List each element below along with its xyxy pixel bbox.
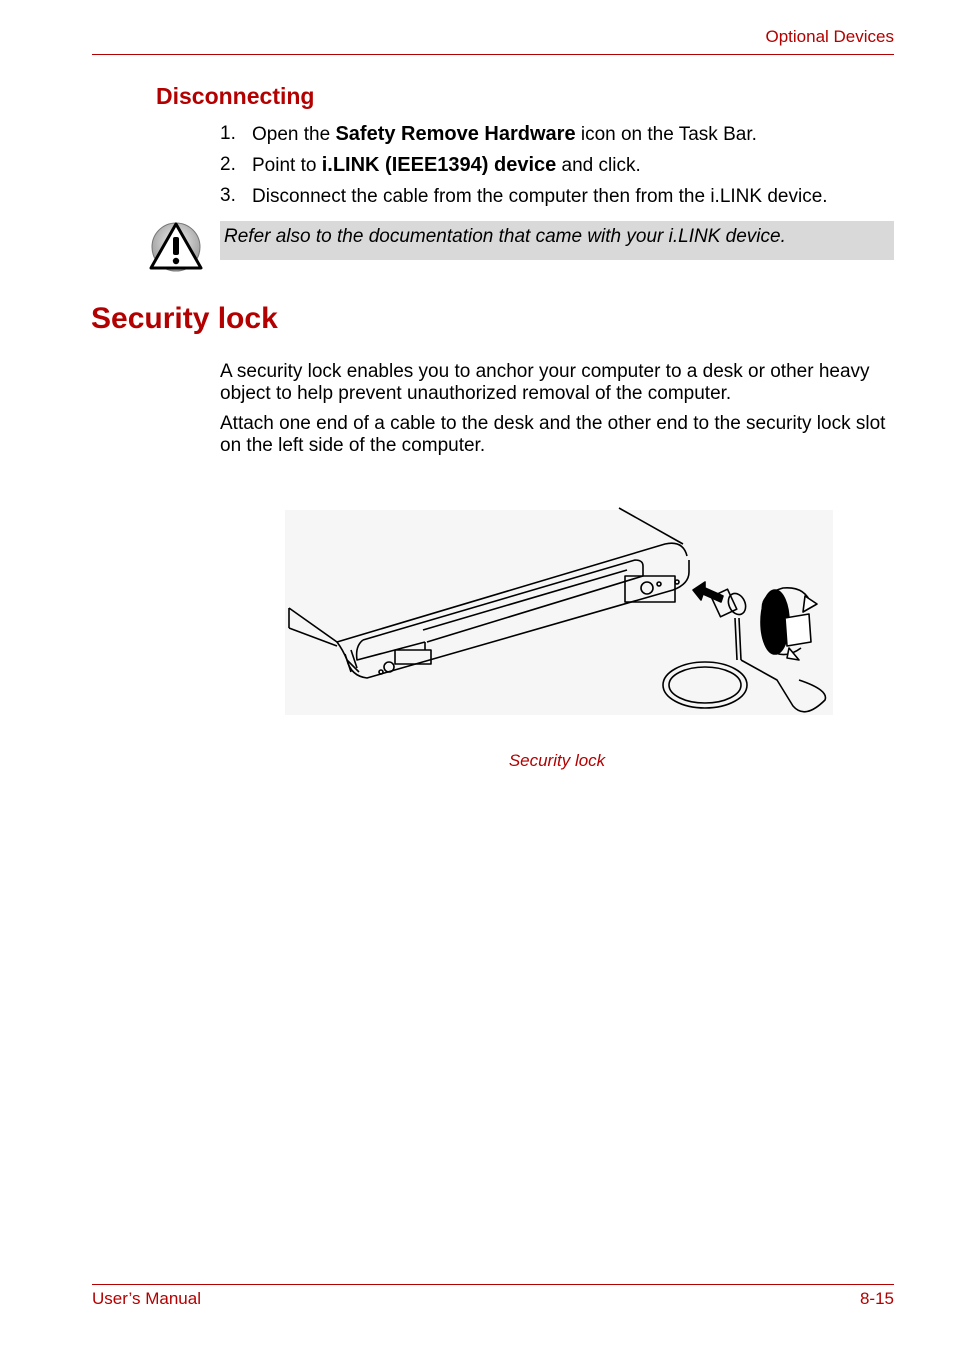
step-text: Point to i.LINK (IEEE1394) device and click. [252,154,641,176]
figure-caption: Security lock [508,751,606,770]
caution-icon [148,220,204,274]
list-item [220,152,910,183]
footer-manual-title: User’s Manual [92,1289,201,1308]
step-number: 1. [220,123,236,144]
step-number: 3. [220,185,236,206]
paragraph: Attach one end of a cable to the desk and the other end to the security lock slot on the left side of the computer. [220,413,886,456]
step-number: 2. [220,154,236,175]
page-number: 8-15 [859,1289,894,1308]
list-item [220,183,910,214]
footer-rule [92,1284,894,1285]
step-text: Open the Safety Remove Hardware icon on the Task Bar. [252,123,757,145]
section-heading-disconnecting: Disconnecting [156,83,315,109]
note-box [220,221,894,260]
header-rule [92,54,894,55]
note-text: Refer also to the documentation that came with your i.LINK device. [224,226,786,247]
section-heading-security-lock: Security lock [91,302,278,335]
running-header: Optional Devices [765,27,894,46]
paragraph: A security lock enables you to anchor your computer to a desk or other heavy object to help prevent unauthorized removal of the computer. [220,361,870,404]
step-text: Disconnect the cable from the computer then from the i.LINK device. [252,186,828,207]
list-item [220,121,910,152]
steps-list [220,121,910,214]
security-lock-illustration [285,500,833,715]
